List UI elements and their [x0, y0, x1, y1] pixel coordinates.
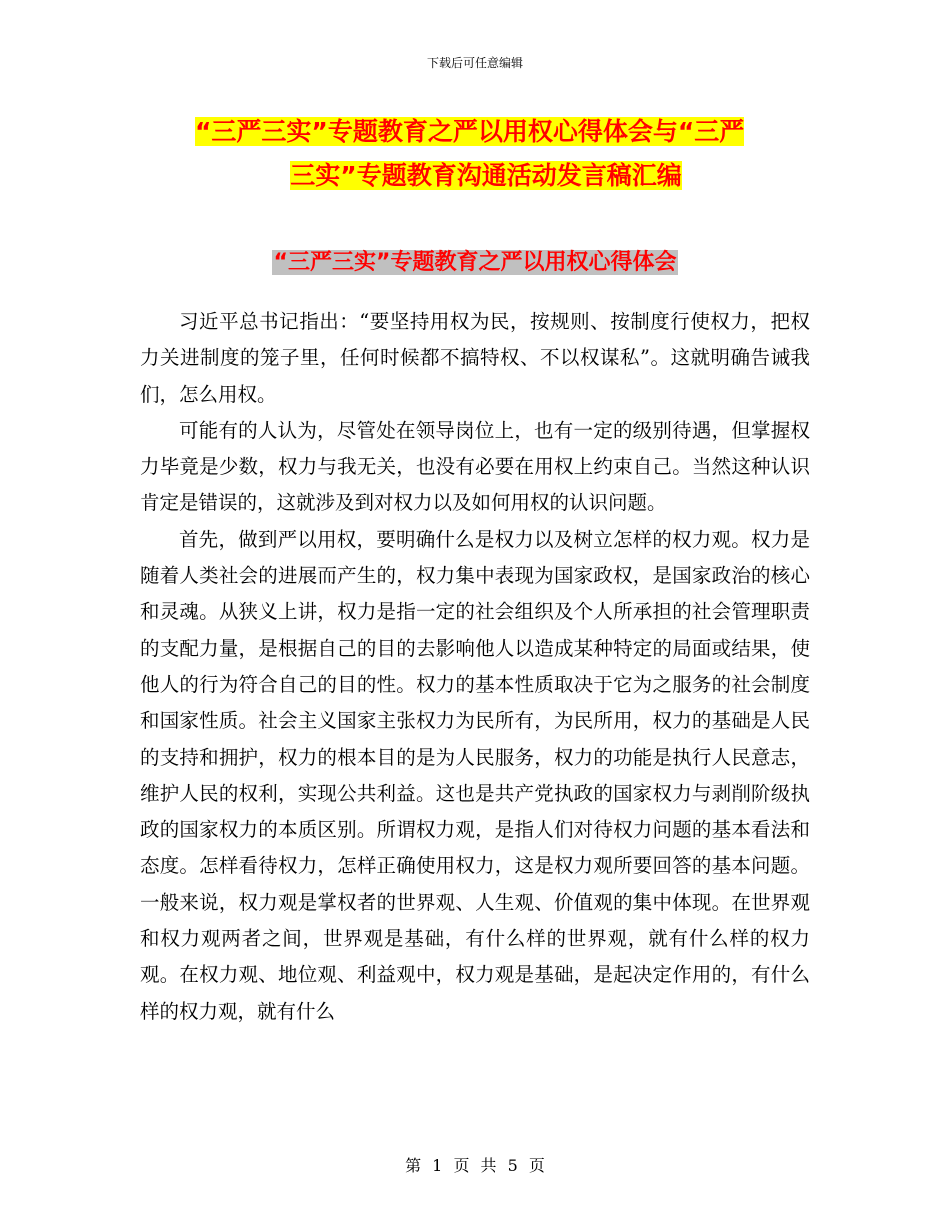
title-line-1	[140, 110, 840, 154]
title-line-2	[140, 154, 840, 198]
paragraph: 可能有的人认为，尽管处在领导岗位上，也有一定的级别待遇，但掌握权力毕竟是少数，权力与我无关，也没有必要在用权上约束自己。当然这种认识肯定是错误的，这就涉及到对权力以及如何用权的认识问题。	[140, 418, 810, 515]
page-footer: 第 1 页 共 5 页	[405, 1156, 545, 1175]
section-heading	[0, 246, 950, 280]
title-line-1-text: “三严三实”专题教育之严以用权心得体会与“三严	[195, 117, 745, 146]
paragraph: 首先，做到严以用权，要明确什么是权力以及树立怎样的权力观。权力是随着人类社会的进展而产生的，权力集中表现为国家政权，是国家政治的核心和灵魂。从狭义上讲，权力是指一定的社会组织及个人所承担的社会管理职责的支配力量，是根据自己的目的去影响他人以造成某种特定的局面或结果，使他人的行为符合自己的目的性。权力的基本性质取决于它为之服务的社会制度和国家性质。社会主义国家主张权力为民所有，为民所用，权力的基础是人民的支持和拥护，权力的根本目的是为人民服务，权力的功能是执行人民意志，维护人民的权利，实现公共利益。这也是共产党执政的国家权力与剥削阶级执政的国家权力的本质区别。所谓权力观，是指人们对待权力问题的基本看法和态度。怎样看待权力，怎样正确使用权力，这是权力观所要回答的基本问题。一般来说，权力观是掌权者的世界观、人生观、价值观的集中体现。在世界观和权力观两者之间，世界观是基础，有什么样的世界观，就有什么样的权力观。在权力观、地位观、利益观中，权力观是基础，是起决定作用的，有什么样的权力观，就有什么	[140, 527, 810, 1023]
body-text	[140, 304, 810, 1030]
title-line-2-text: 三实”专题教育沟通活动发言稿汇编	[290, 161, 682, 190]
document-title	[140, 110, 840, 198]
section-heading-text: “三严三实”专题教育之严以用权心得体会	[273, 250, 677, 275]
paragraph: 习近平总书记指出：“要坚持用权为民，按规则、按制度行使权力，把权力关进制度的笼子里，任何时候都不搞特权、不以权谋私”。这就明确告诫我们，怎么用权。	[140, 310, 810, 406]
header-note: 下载后可任意编辑	[426, 56, 523, 70]
